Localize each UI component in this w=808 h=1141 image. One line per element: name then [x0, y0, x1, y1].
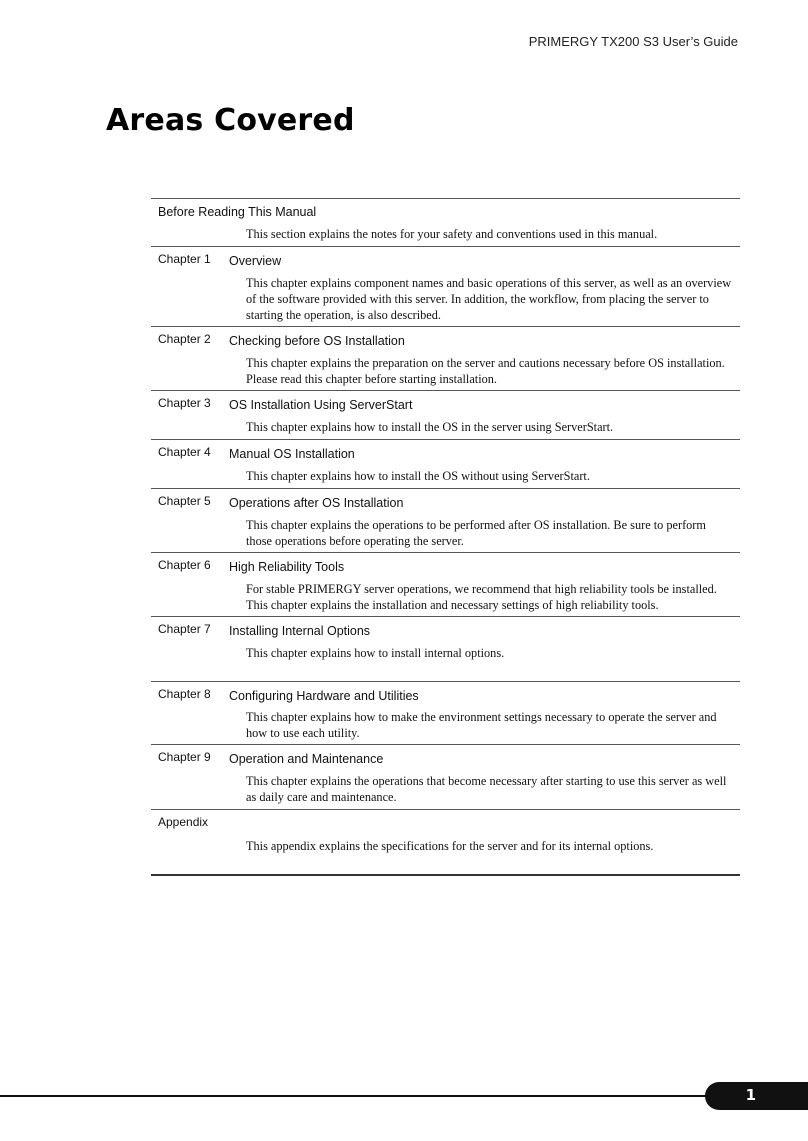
entry-heading: Checking before OS Installation [229, 334, 405, 348]
entry-label: Chapter 9 [158, 750, 211, 764]
toc-entry-chapter-8 [151, 682, 740, 745]
entry-label: Chapter 8 [158, 687, 211, 701]
entry-label: Chapter 2 [158, 332, 211, 346]
page-number: 1 [745, 1086, 756, 1104]
entry-heading: Manual OS Installation [229, 447, 355, 461]
entry-description: This chapter explains the preparation on the server and cautions necessary before OS installation. Please read this chapter before starting installation. [246, 356, 725, 386]
toc-entry-chapter-1 [151, 247, 740, 327]
entry-description: This chapter explains the operations to be performed after OS installation. Be sure to perform those operations before operating the server. [246, 518, 706, 548]
entry-heading: Operations after OS Installation [229, 496, 404, 510]
entry-heading: Configuring Hardware and Utilities [229, 689, 419, 703]
entry-heading: OS Installation Using ServerStart [229, 398, 413, 412]
running-header: PRIMERGY TX200 S3 User’s Guide [528, 34, 738, 49]
entry-label: Chapter 1 [158, 252, 211, 266]
entry-heading: Installing Internal Options [229, 624, 371, 638]
entry-label: Chapter 7 [158, 622, 211, 636]
areas-covered-table [151, 198, 740, 876]
entry-description: This chapter explains the operations that become necessary after starting to use this server as well as daily care and maintenance. [246, 774, 727, 804]
entry-description: This chapter explains how to make the environment settings necessary to operate the server and how to use each utility. [246, 710, 717, 740]
entry-description: This section explains the notes for your safety and conventions used in this manual. [246, 227, 658, 241]
entry-heading: Operation and Maintenance [229, 752, 384, 766]
entry-label: Chapter 4 [158, 445, 211, 459]
entry-label: Appendix [158, 815, 209, 829]
entry-heading: Overview [229, 254, 282, 268]
page-number-badge [705, 1082, 808, 1110]
toc-entry-chapter-6 [151, 553, 740, 617]
entry-description: This appendix explains the specifications for the server and for its internal options. [246, 839, 654, 853]
entry-description: For stable PRIMERGY server operations, we recommend that high reliability tools be installed. This chapter explains the installation and necessary settings of high reliability tools. [246, 582, 717, 612]
entry-description: This chapter explains how to install the OS without using ServerStart. [246, 469, 590, 483]
entry-heading: High Reliability Tools [229, 560, 345, 574]
entry-label: Chapter 3 [158, 396, 211, 410]
toc-entry-chapter-9 [151, 745, 740, 810]
toc-entry-chapter-3 [151, 391, 740, 440]
toc-entry-before-reading [151, 199, 740, 247]
toc-entry-chapter-5 [151, 489, 740, 553]
entry-label: Chapter 5 [158, 494, 211, 508]
page-title: Areas Covered [106, 103, 355, 138]
toc-entry-chapter-7 [151, 617, 740, 682]
footer-rule [0, 1095, 712, 1097]
entry-description: This chapter explains how to install internal options. [246, 646, 505, 660]
entry-description: This chapter explains component names and basic operations of this server, as well as an overview of the software provided with this server. In addition, the workflow, from placing the server to starting the operation, is also described. [246, 276, 732, 322]
toc-entry-chapter-2 [151, 327, 740, 391]
toc-entry-chapter-4 [151, 440, 740, 489]
entry-description: This chapter explains how to install the OS in the server using ServerStart. [246, 420, 614, 434]
entry-label: Chapter 6 [158, 558, 211, 572]
toc-entry-appendix [151, 810, 740, 876]
entry-label: Before Reading This Manual [158, 205, 317, 219]
